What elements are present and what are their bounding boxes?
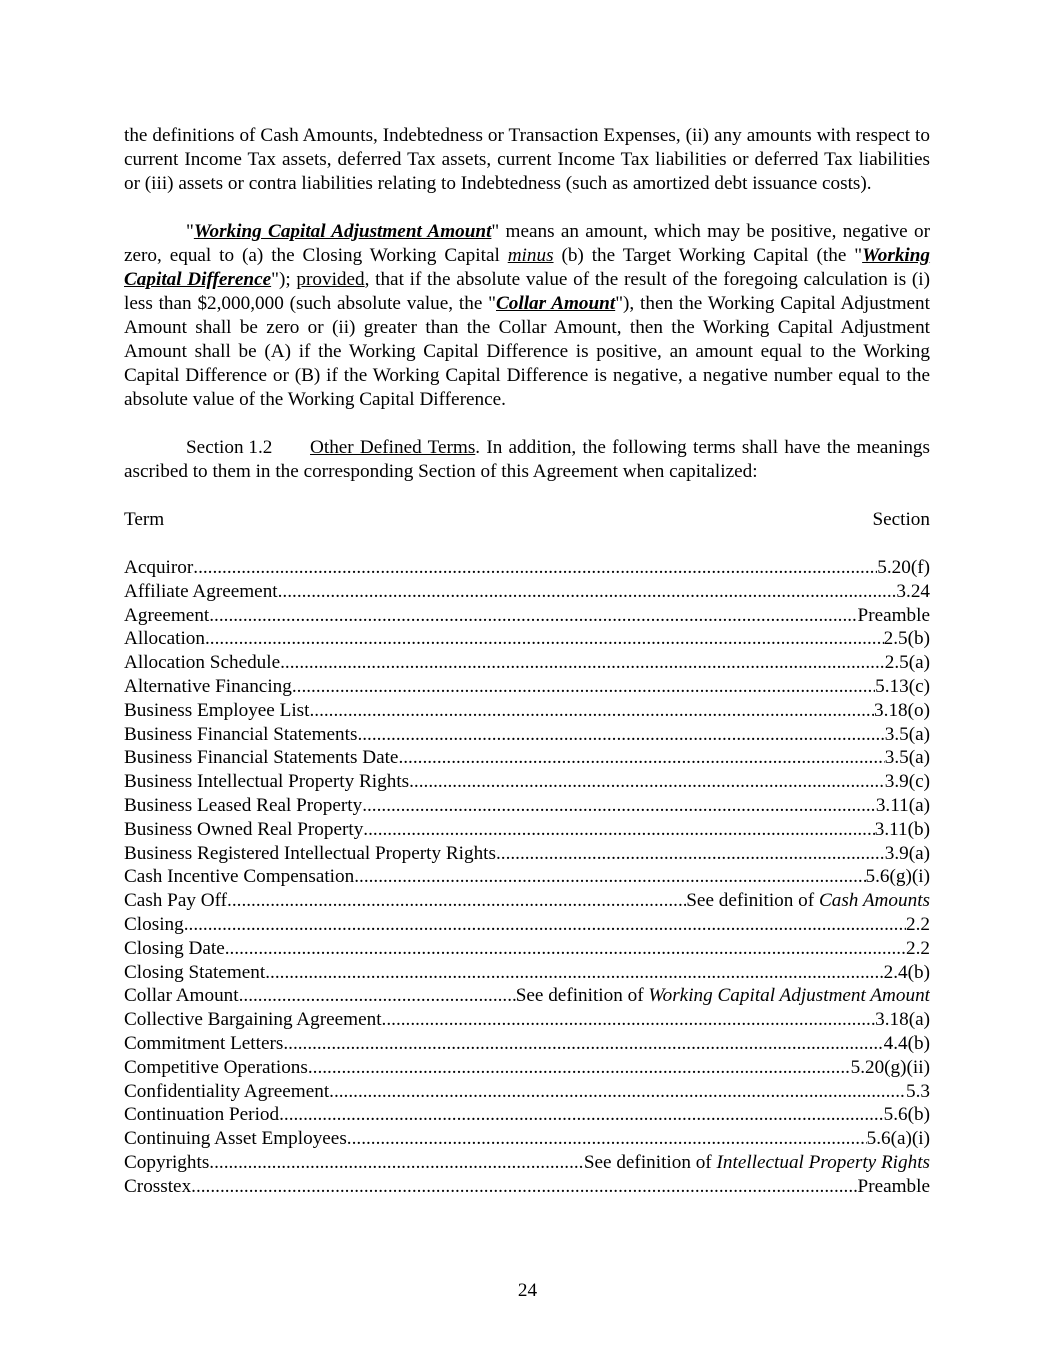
term-name: Business Financial Statements: [124, 723, 358, 745]
reference-term: Working Capital Adjustment Amount: [648, 985, 930, 1007]
list-item: [124, 580, 930, 604]
list-item: [124, 1103, 930, 1127]
term-name: Closing Statement: [124, 961, 266, 983]
list-item: [124, 675, 930, 699]
section-reference: 4.4(b): [883, 1032, 930, 1054]
dot-leader: [283, 1032, 883, 1056]
section-text: . In addition, the following terms shall have the meanings ascribed to them in the corresponding Section of this Agreement when capitalized:: [124, 437, 930, 482]
defined-term: Working Capital Adjustment Amount: [193, 221, 492, 242]
dot-leader: [239, 984, 516, 1008]
section-reference: 5.13(c): [875, 675, 930, 697]
section-title: Other Defined Terms: [310, 437, 476, 458]
term-name: Closing Date: [124, 937, 225, 959]
section-reference: 5.6(a)(i): [866, 1128, 930, 1150]
dot-leader: [265, 961, 883, 985]
list-item: [124, 1032, 930, 1056]
term-name: Cash Incentive Compensation: [124, 866, 355, 888]
list-item: [124, 627, 930, 651]
reference-prefix: See definition of: [515, 985, 649, 1007]
list-item: [124, 889, 930, 913]
section-reference: Preamble: [857, 604, 930, 626]
definition-text: ");: [271, 269, 297, 290]
list-item: [124, 818, 930, 842]
section-reference: [584, 1151, 930, 1175]
term-name: Business Intellectual Property Rights: [124, 771, 410, 793]
section-reference: 3.9(a): [884, 842, 930, 864]
dot-leader: [280, 651, 885, 675]
emphasis-minus: minus: [507, 245, 554, 266]
dot-leader: [496, 842, 885, 866]
dot-leader: [309, 699, 874, 723]
page-number: 24: [517, 1280, 538, 1301]
section-reference: 2.2: [906, 913, 930, 935]
list-item: [124, 1080, 930, 1104]
term-name: Confidentiality Agreement: [124, 1080, 330, 1102]
section-reference: Preamble: [857, 1175, 930, 1197]
definition-text: , that if the absolute value of the result of the foregoing calculation is (i) less than $2,000,000 (such absolute value, the ": [124, 269, 931, 314]
dot-leader: [209, 1151, 584, 1175]
dot-leader: [347, 1127, 867, 1151]
list-item: [124, 984, 930, 1008]
emphasis-provided: provided: [296, 269, 365, 290]
reference-prefix: See definition of: [686, 890, 819, 912]
definition-text: " means an amount, which may be positive, negative or zero, equal to (a) the Closing Working Capital: [124, 221, 930, 266]
dot-leader: [191, 1175, 857, 1199]
section-reference: 2.5(a): [884, 652, 930, 674]
term-name: Copyrights: [124, 1151, 210, 1173]
section-reference: [686, 889, 930, 913]
definition-text: "), then the Working Capital Adjustment Amount shall be zero or (ii) greater than the Collar Amount, then the Working Capital Adjustment Amount shall be (A) if the Working Capital Difference is positive, an amount equal to the Working Capital Difference or (B) if the Working Capital Difference is negative, a negative number equal to the absolute value of the Working Capital Difference.: [124, 293, 930, 410]
dot-leader: [279, 1103, 884, 1127]
list-item: [124, 699, 930, 723]
section-reference: 3.5(a): [884, 723, 930, 745]
term-name: Crosstex: [124, 1175, 192, 1197]
section-reference: 3.18(a): [875, 1009, 930, 1031]
list-item: [124, 770, 930, 794]
term-name: Competitive Operations: [124, 1056, 308, 1078]
reference-term: Cash Amounts: [818, 890, 930, 912]
term-name: Continuation Period: [124, 1104, 280, 1126]
term-name: Business Registered Intellectual Property Rights: [124, 842, 496, 864]
section-reference: 5.3: [906, 1080, 930, 1102]
term-name: Collective Bargaining Agreement: [124, 1009, 382, 1031]
list-item: [124, 913, 930, 937]
section-number: Section 1.2: [186, 437, 273, 458]
list-item: [124, 746, 930, 770]
section-reference: 3.11(b): [874, 818, 930, 840]
list-item: [124, 937, 930, 961]
document-page: [124, 124, 930, 1199]
term-name: Business Owned Real Property: [124, 818, 364, 840]
term-name: Allocation Schedule: [124, 652, 281, 674]
list-item: [124, 794, 930, 818]
term-name: Cash Pay Off: [124, 890, 228, 912]
section-reference: 5.6(b): [883, 1104, 930, 1126]
term-name: Business Employee List: [124, 699, 310, 721]
section-reference: 3.9(c): [884, 771, 930, 793]
list-item: [124, 556, 930, 580]
list-item: [124, 1175, 930, 1199]
list-item: [124, 865, 930, 889]
defined-term: Working Capital Difference: [124, 245, 931, 290]
section-column-header: Section: [872, 509, 930, 530]
term-column-header: Term: [124, 509, 165, 530]
list-item: [124, 961, 930, 985]
section-reference: 3.24: [896, 580, 930, 602]
list-item: [124, 1151, 930, 1175]
list-item: [124, 651, 930, 675]
dot-leader: [362, 794, 876, 818]
definition-working-capital-adjustment-amount: [124, 220, 930, 412]
list-item: [124, 842, 930, 866]
section-reference: 5.6(g)(i): [865, 866, 930, 888]
dot-leader: [227, 889, 686, 913]
dot-leader: [354, 865, 865, 889]
dot-leader: [357, 723, 884, 747]
section-1-2: [124, 436, 930, 484]
term-name: Allocation: [124, 628, 205, 650]
dot-leader: [209, 604, 857, 628]
definition-text: (b) the Target Working Capital (the ": [553, 245, 863, 266]
dot-leader: [409, 770, 885, 794]
section-reference: 3.18(o): [874, 699, 930, 721]
list-item: [124, 1056, 930, 1080]
dot-leader: [292, 675, 875, 699]
term-name: Continuing Asset Employees: [124, 1128, 347, 1150]
dot-leader: [193, 556, 877, 580]
defined-terms-list: [124, 556, 930, 1199]
dot-leader: [278, 580, 897, 604]
terms-table-header: [124, 508, 930, 532]
dot-leader: [308, 1056, 851, 1080]
list-item: [124, 604, 930, 628]
defined-term: Collar Amount: [495, 293, 616, 314]
term-name: Business Leased Real Property: [124, 794, 363, 816]
dot-leader: [205, 627, 884, 651]
term-name: Collar Amount: [124, 985, 239, 1007]
section-reference: 3.5(a): [884, 747, 930, 769]
dot-leader: [363, 818, 874, 842]
term-name: Affiliate Agreement: [124, 580, 278, 602]
paragraph-continuation: the definitions of Cash Amounts, Indebtedness or Transaction Expenses, (ii) any amounts with respect to current Income Tax assets, deferred Tax assets, current Income Tax liabilities or deferred Tax liabilities or (iii) assets or contra liabilities relating to Indebtedness (such as amortized debt issuance costs).: [124, 125, 930, 194]
section-reference: 2.4(b): [883, 961, 930, 983]
section-reference: 2.2: [906, 937, 930, 959]
section-reference: 5.20(f): [877, 557, 930, 578]
dot-leader: [225, 937, 906, 961]
list-item: [124, 1008, 930, 1032]
section-reference: 3.11(a): [875, 794, 930, 816]
list-item: [124, 1127, 930, 1151]
section-reference: [516, 984, 930, 1008]
dot-leader: [382, 1008, 876, 1032]
dot-leader: [184, 913, 906, 937]
list-item: [124, 723, 930, 747]
dot-leader: [398, 746, 884, 770]
section-reference: 5.20(g)(ii): [850, 1056, 930, 1078]
term-name: Closing: [124, 913, 184, 935]
term-name: Agreement: [124, 604, 210, 626]
term-name: Commitment Letters: [124, 1032, 284, 1054]
section-reference: 2.5(b): [883, 628, 930, 650]
dot-leader: [329, 1080, 906, 1104]
term-name: Acquiror: [124, 557, 194, 578]
quote: ": [186, 221, 194, 242]
reference-prefix: See definition of: [583, 1151, 717, 1173]
term-name: Business Financial Statements Date: [124, 747, 399, 769]
reference-term: Intellectual Property Rights: [716, 1151, 930, 1173]
term-name: Alternative Financing: [124, 675, 292, 697]
